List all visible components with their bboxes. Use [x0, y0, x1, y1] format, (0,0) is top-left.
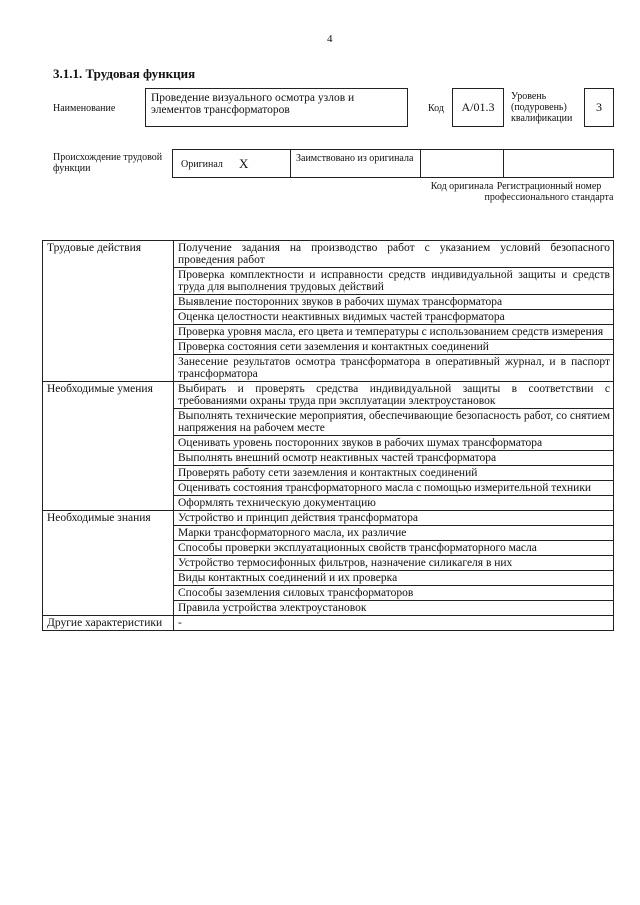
code-value-box — [452, 88, 504, 127]
origin-code-cell — [420, 149, 504, 178]
section-item: Выявление посторонних звуков в рабочих шумах трансформатора — [174, 295, 614, 310]
level-value: 3 — [596, 100, 602, 114]
section-item: Оценка целостности неактивных видимых частей трансформатора — [174, 310, 614, 325]
section-item: Проверять работу сети заземления и контактных соединений — [174, 466, 614, 481]
table-row — [43, 241, 614, 268]
level-label: Уровень (подуровень) квалификации — [511, 91, 573, 124]
section-item: Занесение результатов осмотра трансформатора в оперативный журнал, и в паспорт трансформатора — [174, 355, 614, 382]
original-mark: X — [239, 156, 249, 171]
section-item: Выполнять технические мероприятия, обеспечивающие безопасность работ, со снятием напряжения на рабочем месте — [174, 409, 614, 436]
section-label: Другие характеристики — [43, 616, 174, 631]
section-item: Устройство и принцип действия трансформатора — [174, 511, 614, 526]
reg-caption: Регистрационный номер профессионального стандарта — [484, 181, 614, 203]
section-item: Правила устройства электроустановок — [174, 601, 614, 616]
name-value-box — [145, 88, 408, 127]
borrowed-cell — [290, 149, 421, 178]
section-item: Марки трансформаторного масла, их различие — [174, 526, 614, 541]
code-caption: Код оригинала — [430, 181, 494, 192]
section-item: Виды контактных соединений и их проверка — [174, 571, 614, 586]
section-item: Устройство термосифонных фильтров, назначение силикагеля в них — [174, 556, 614, 571]
level-value-box — [584, 88, 614, 127]
code-label: Код — [428, 103, 444, 114]
section-item: Выбирать и проверять средства индивидуальной защиты в соответствии с требованиями охраны труда при эксплуатации электроустановок — [174, 382, 614, 409]
borrowed-label: Заимствовано из оригинала — [296, 153, 414, 164]
section-item: Проверка уровня масла, его цвета и температуры с использованием средств измерения — [174, 325, 614, 340]
page-number: 4 — [327, 33, 333, 45]
section-label: Трудовые действия — [43, 241, 174, 382]
table-row — [43, 616, 614, 631]
section-item: Оценивать уровень посторонних звуков в рабочих шумах трансформатора — [174, 436, 614, 451]
section-item: Проверка состояния сети заземления и контактных соединений — [174, 340, 614, 355]
section-label: Необходимые знания — [43, 511, 174, 616]
section-item: Выполнять внешний осмотр неактивных частей трансформатора — [174, 451, 614, 466]
section-item: Оформлять техническую документацию — [174, 496, 614, 511]
section-item: Способы заземления силовых трансформаторов — [174, 586, 614, 601]
table-row — [43, 511, 614, 526]
section-label: Необходимые умения — [43, 382, 174, 511]
section-item: Оценивать состояния трансформаторного масла с помощью измерительной техники — [174, 481, 614, 496]
section-title: 3.1.1. Трудовая функция — [53, 66, 196, 81]
original-label: Оригинал — [181, 159, 223, 170]
section-item: Получение задания на производство работ с указанием условий безопасного проведения работ — [174, 241, 614, 268]
section-item: - — [174, 616, 614, 631]
reg-number-cell — [503, 149, 614, 178]
section-item: Способы проверки эксплуатационных свойств трансформаторного масла — [174, 541, 614, 556]
name-label: Наименование — [53, 103, 116, 114]
name-value: Проведение визуального осмотра узлов и элементов трансформаторов — [151, 92, 355, 116]
labor-function-table — [42, 240, 614, 631]
origin-label: Происхождение трудовой функции — [53, 152, 163, 174]
section-item: Проверка комплектности и исправности средств индивидуальной защиты и средств труда для выполнения трудовых действий — [174, 268, 614, 295]
table-row — [43, 382, 614, 409]
original-cell — [172, 149, 291, 178]
code-value: A/01.3 — [461, 100, 495, 114]
